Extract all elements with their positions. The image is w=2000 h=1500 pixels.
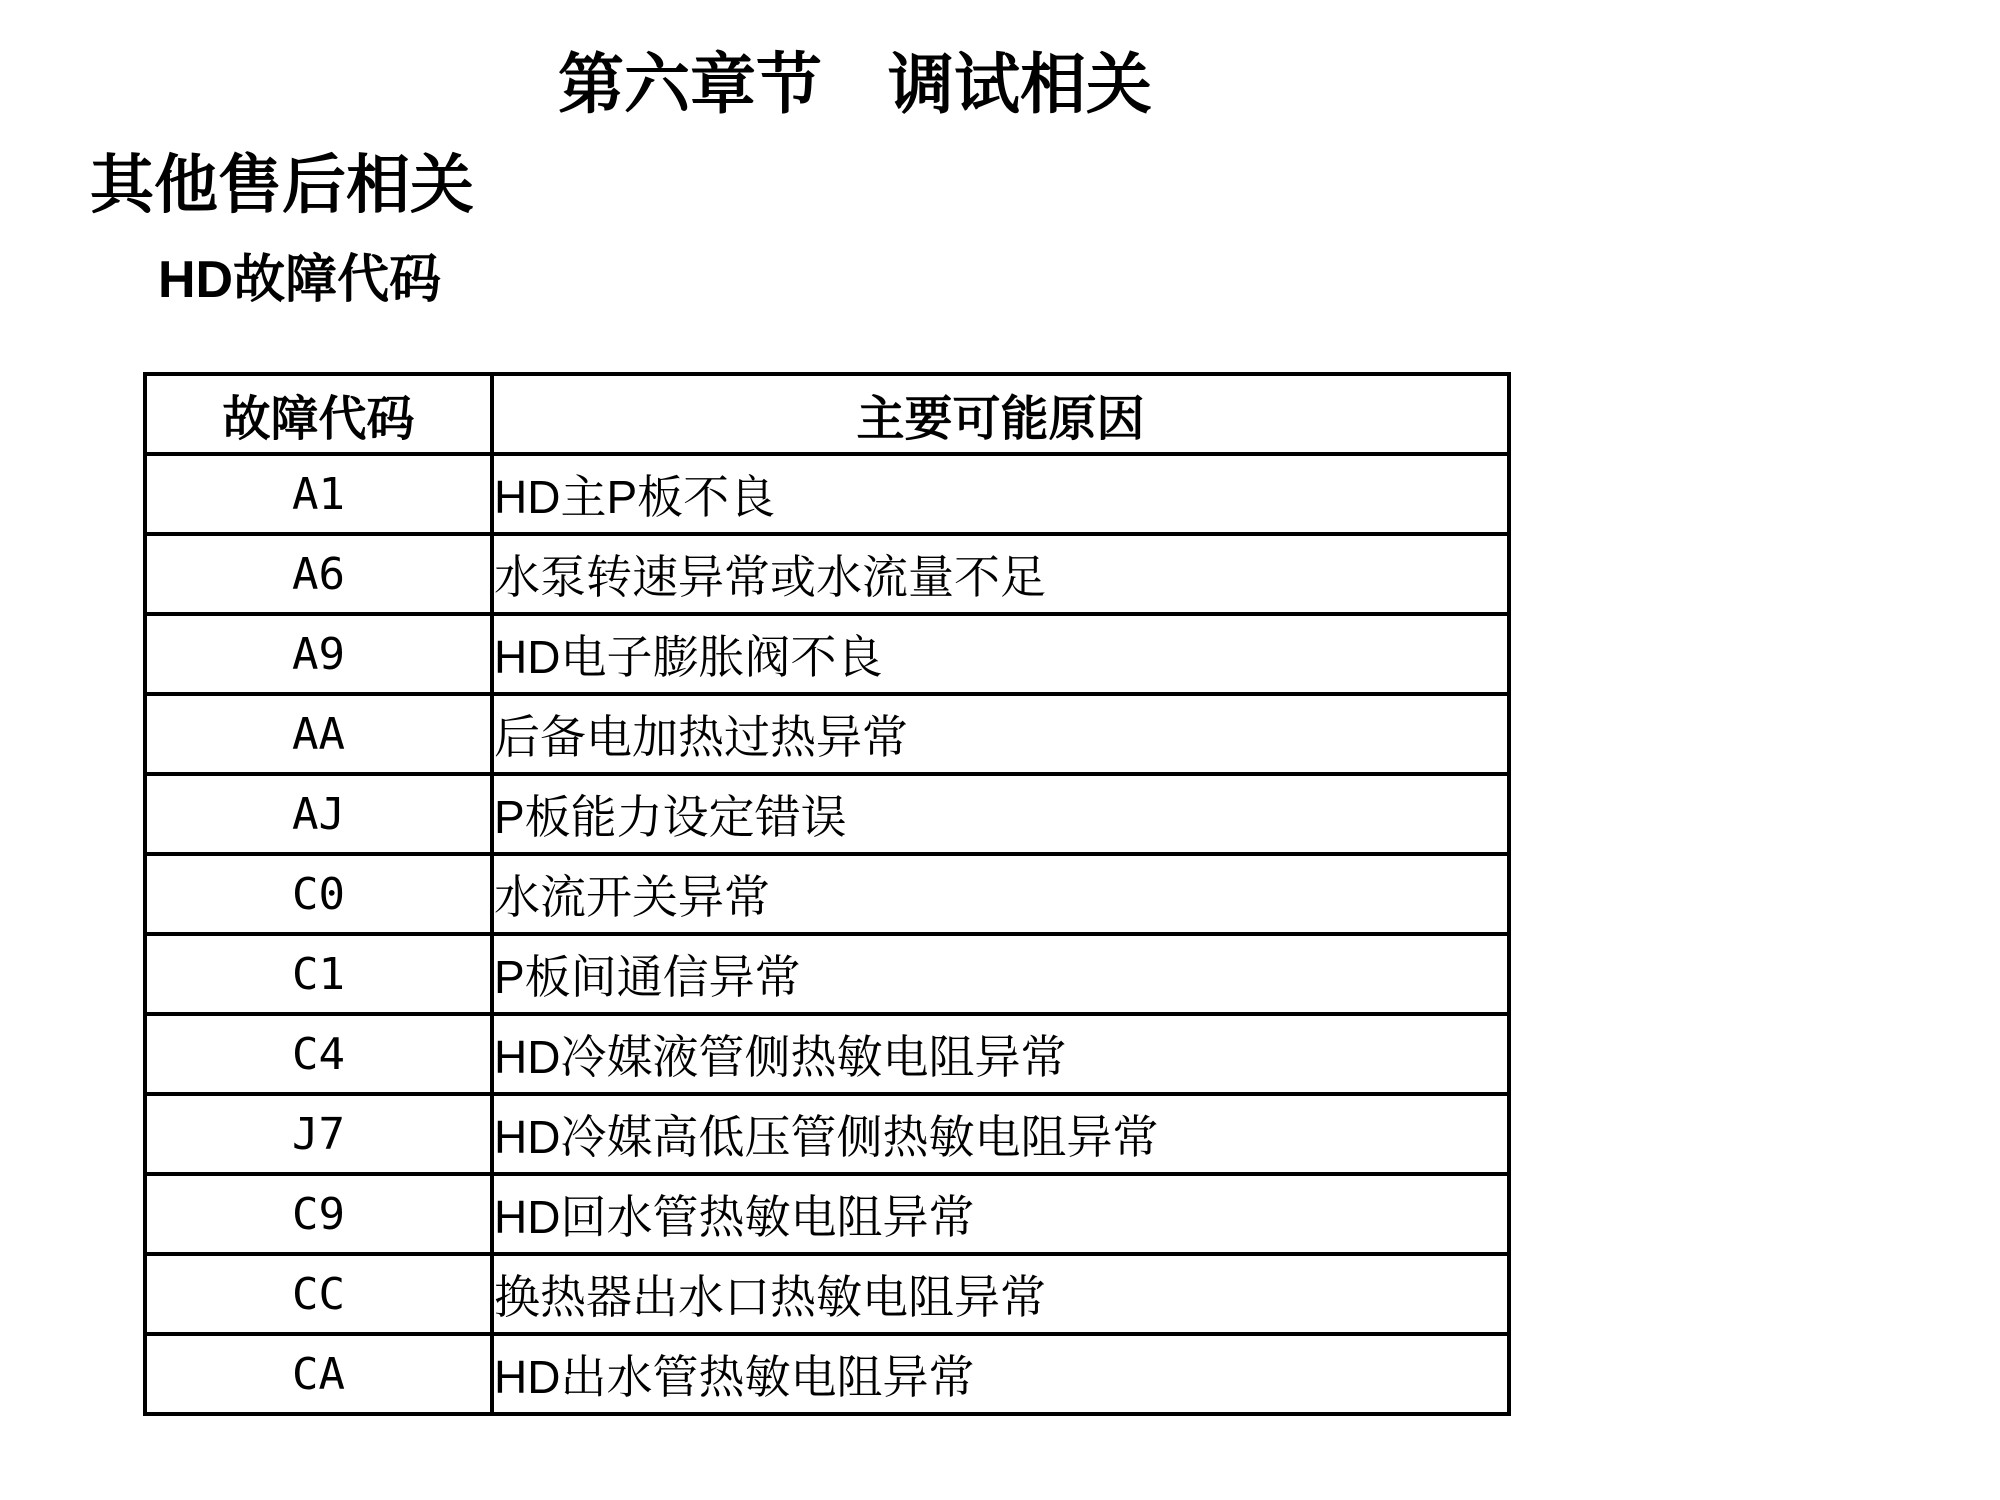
fault-code-cell: CA — [145, 1334, 492, 1414]
fault-code-cell: C1 — [145, 934, 492, 1014]
fault-code-cell: AJ — [145, 774, 492, 854]
table-row — [145, 454, 1509, 534]
cause-cell: P板能力设定错误 — [492, 774, 1509, 854]
cause-column-header: 主要可能原因 — [492, 374, 1509, 454]
fault-code-cell: C4 — [145, 1014, 492, 1094]
table-row — [145, 534, 1509, 614]
cause-cell: P板间通信异常 — [492, 934, 1509, 1014]
table-row — [145, 694, 1509, 774]
fault-code-cell: A1 — [145, 454, 492, 534]
table-header-row — [145, 374, 1509, 454]
table-row — [145, 934, 1509, 1014]
fault-code-cell: A9 — [145, 614, 492, 694]
cause-cell: HD回水管热敏电阻异常 — [492, 1174, 1509, 1254]
cause-cell: 换热器出水口热敏电阻异常 — [492, 1254, 1509, 1334]
table-row — [145, 1094, 1509, 1174]
cause-cell: HD冷媒液管侧热敏电阻异常 — [492, 1014, 1509, 1094]
fault-code-cell: AA — [145, 694, 492, 774]
table-row — [145, 614, 1509, 694]
cause-cell: 水流开关异常 — [492, 854, 1509, 934]
subsection-title: HD故障代码 — [158, 251, 442, 309]
fault-code-table — [143, 372, 1511, 1416]
section-title: 其他售后相关 — [90, 149, 474, 221]
cause-cell: HD出水管热敏电阻异常 — [492, 1334, 1509, 1414]
fault-code-cell: CC — [145, 1254, 492, 1334]
cause-cell: HD主P板不良 — [492, 454, 1509, 534]
chapter-title: 第六章节 调试相关 — [558, 49, 1152, 122]
cause-cell: 后备电加热过热异常 — [492, 694, 1509, 774]
fault-code-cell: C0 — [145, 854, 492, 934]
fault-code-cell: A6 — [145, 534, 492, 614]
cause-cell: HD电子膨胀阀不良 — [492, 614, 1509, 694]
table-row — [145, 774, 1509, 854]
cause-cell: HD冷媒高低压管侧热敏电阻异常 — [492, 1094, 1509, 1174]
fault-code-column-header: 故障代码 — [145, 374, 492, 454]
table-row — [145, 1334, 1509, 1414]
table-row — [145, 854, 1509, 934]
cause-cell: 水泵转速异常或水流量不足 — [492, 534, 1509, 614]
table-row — [145, 1014, 1509, 1094]
fault-code-cell: C9 — [145, 1174, 492, 1254]
table-row — [145, 1254, 1509, 1334]
fault-code-cell: J7 — [145, 1094, 492, 1174]
table-row — [145, 1174, 1509, 1254]
